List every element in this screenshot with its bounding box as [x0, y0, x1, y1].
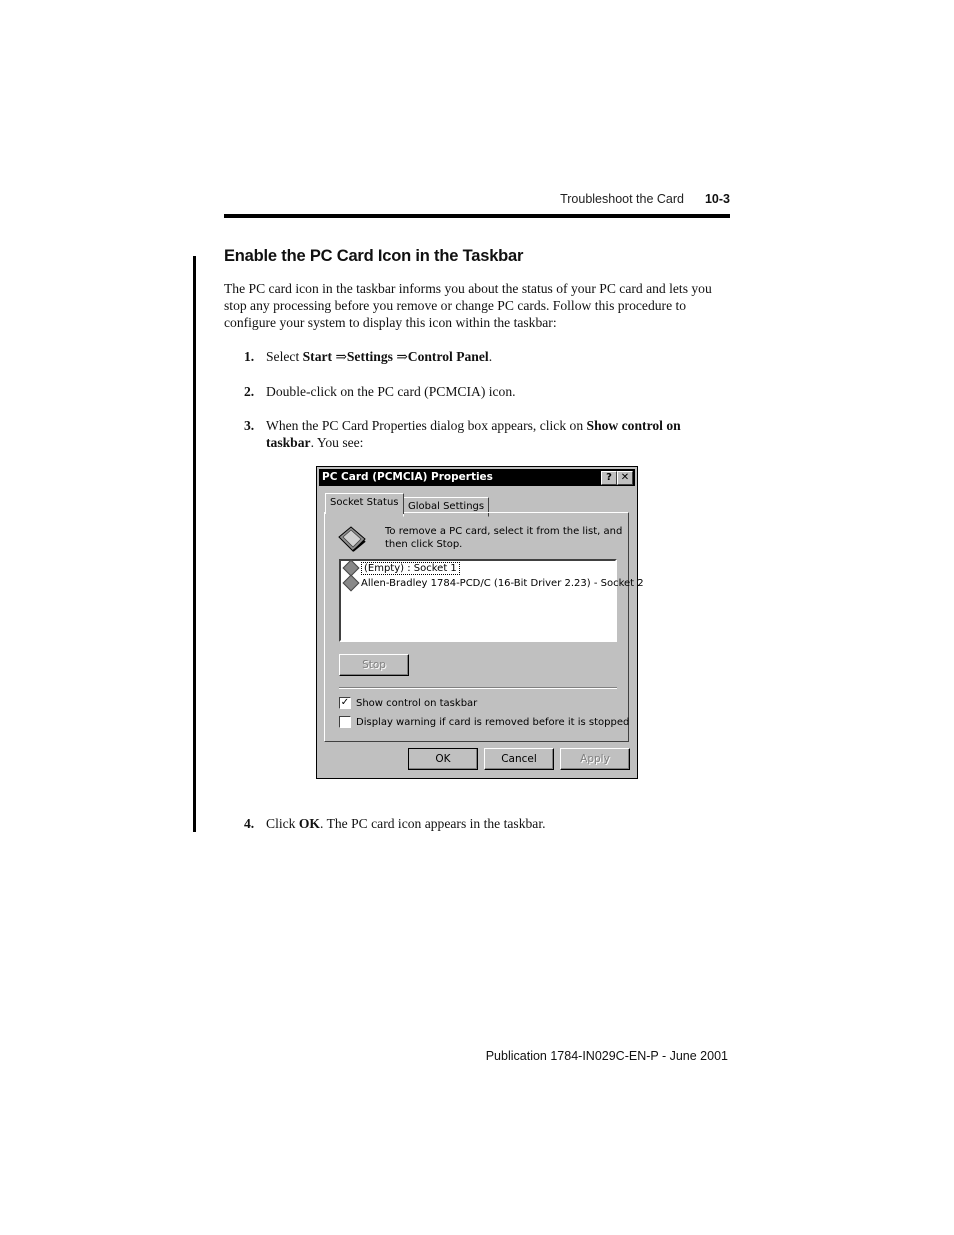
checkbox-label: Show control on taskbar [356, 698, 478, 709]
apply-button[interactable]: Apply [560, 748, 630, 770]
step-number: 2. [244, 384, 255, 399]
checkbox-label: Display warning if card is removed before it is stopped [356, 717, 630, 728]
step-number: 1. [244, 349, 255, 364]
list-item[interactable]: (Empty) : Socket 1 [345, 562, 460, 576]
step-number: 4. [244, 816, 255, 831]
step-text: Click OK. The PC card icon appears in the taskbar. [266, 816, 546, 831]
pc-card-icon [343, 575, 360, 592]
dialog-titlebar [319, 469, 635, 486]
step-text: When the PC Card Properties dialog box appears, click on Show control on taskbar. You see: [266, 418, 681, 450]
help-button[interactable]: ? [601, 471, 617, 485]
list-item[interactable]: Allen-Bradley 1784-PCD/C (16-Bit Driver 2.23) - Socket 2 [345, 577, 644, 591]
dialog-title: PC Card (PCMCIA) Properties [322, 471, 493, 483]
show-control-checkbox[interactable] [339, 697, 477, 711]
tab-global-settings[interactable]: Global Settings [403, 497, 489, 517]
step-text: Select Start ⇒Settings ⇒Control Panel. [266, 349, 493, 364]
checkbox-check-icon[interactable]: ✓ [340, 697, 350, 708]
step-3 [244, 417, 724, 451]
intro-paragraph: The PC card icon in the taskbar informs you about the status of your PC card and lets you stop any processing before you remove or change PC cards. Follow this procedure to configure your system to display this icon within the taskbar: [224, 281, 712, 330]
step-text: Double-click on the PC card (PCMCIA) icon. [266, 384, 516, 399]
section-heading: Enable the PC Card Icon in the Taskbar [224, 247, 524, 265]
stop-button[interactable]: Stop [339, 654, 409, 676]
socket-listbox[interactable] [339, 559, 644, 642]
header-rule [224, 214, 730, 218]
close-button[interactable]: ✕ [617, 471, 633, 485]
checkbox-box[interactable] [339, 716, 351, 728]
pc-card-properties-dialog [316, 466, 644, 779]
step-4 [244, 815, 724, 832]
pc-card-icon [337, 525, 367, 553]
step-2 [244, 383, 724, 400]
tab-socket-status[interactable]: Socket Status [325, 493, 404, 514]
chapter-title: Troubleshoot the Card [560, 192, 684, 206]
step-number: 3. [244, 418, 255, 433]
cancel-button[interactable]: Cancel [484, 748, 554, 770]
change-bar [193, 256, 196, 832]
instruction-text: To remove a PC card, select it from the list, and then click Stop. [385, 526, 623, 550]
running-header [224, 191, 730, 209]
page-number: 10-3 [704, 192, 730, 206]
ok-button[interactable]: OK [408, 748, 478, 770]
separator [339, 687, 617, 689]
publication-footer: Publication 1784-IN029C-EN-P - June 2001 [485, 1049, 728, 1063]
display-warning-checkbox[interactable] [339, 716, 629, 730]
step-1 [244, 348, 724, 365]
